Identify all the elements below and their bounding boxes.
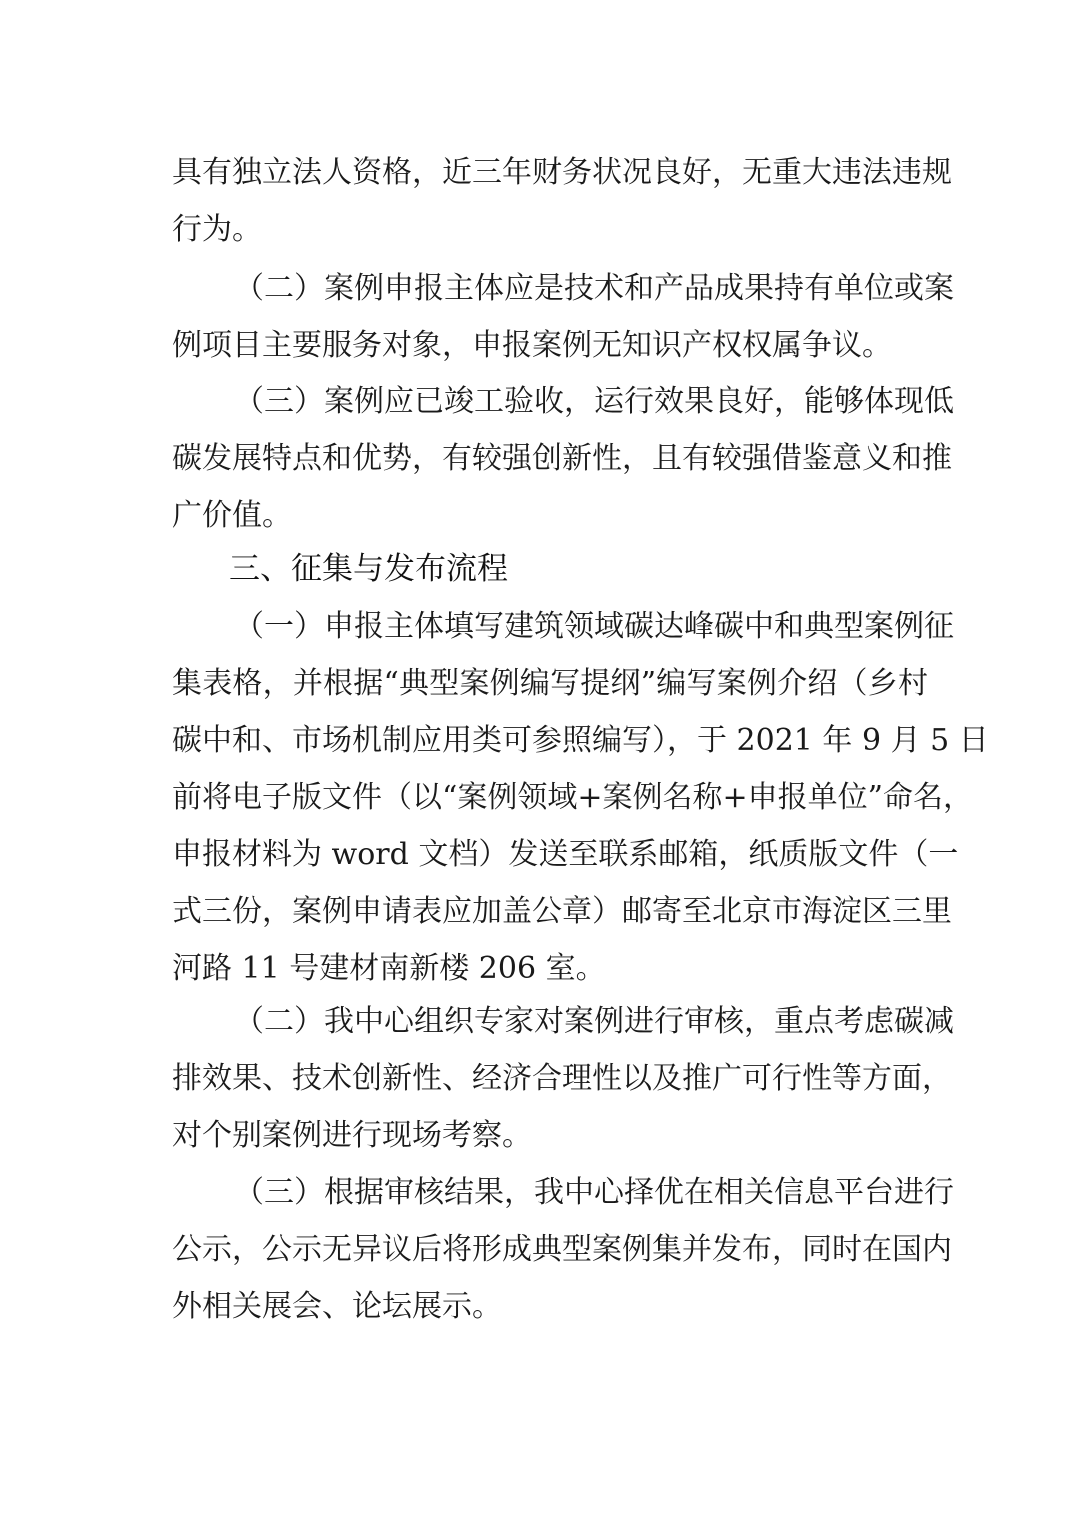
paragraph-process-step-3 [172,1164,954,1335]
text-line: 碳发展特点和优势，有较强创新性，且有较强借鉴意义和推 [172,441,952,476]
paragraph-item-2-applicant [172,260,954,374]
text-line: 前将电子版文件（以“案例领域+案例名称+申报单位”命名， [172,780,973,815]
text-line: （二）我中心组织专家对案例进行审核，重点考虑碳减 [234,1004,954,1039]
text-line: 申报材料为 word 文档）发送至联系邮箱，纸质版文件（一 [172,837,959,872]
text-line: 行为。 [172,212,262,247]
paragraph-process-step-1 [172,598,989,997]
paragraph-item-3-acceptance [172,373,954,544]
text-line: （二）案例申报主体应是技术和产品成果持有单位或案 [234,271,954,306]
text-line: 对个别案例进行现场考察。 [172,1118,532,1153]
text-line: （三）根据审核结果，我中心择优在相关信息平台进行 [234,1175,954,1210]
text-line: （一）申报主体填写建筑领域碳达峰碳中和典型案例征 [234,609,954,644]
text-line: 例项目主要服务对象，申报案例无知识产权权属争议。 [172,328,892,363]
text-line: 碳中和、市场机制应用类可参照编写），于 2021 年 9 月 5 日 [172,723,989,758]
text-line: 外相关展会、论坛展示。 [172,1289,502,1324]
section-heading-process: 三、征集与发布流程 [229,551,508,587]
text-line: 集表格，并根据“典型案例编写提纲”编写案例介绍（乡村 [172,666,928,701]
text-line: 河路 11 号建材南新楼 206 室。 [172,951,606,986]
text-line: 公示，公示无异议后将形成典型案例集并发布，同时在国内 [172,1232,952,1267]
paragraph-process-step-2 [172,993,954,1164]
text-line: 排效果、技术创新性、经济合理性以及推广可行性等方面， [172,1061,952,1096]
text-line: 具有独立法人资格，近三年财务状况良好，无重大违法违规 [172,155,952,190]
text-line: 广价值。 [172,498,292,533]
text-line: （三）案例应已竣工验收，运行效果良好，能够体现低 [234,384,954,419]
paragraph-qualification-continued [172,144,952,258]
text-line: 式三份，案例申请表应加盖公章）邮寄至北京市海淀区三里 [172,894,952,929]
